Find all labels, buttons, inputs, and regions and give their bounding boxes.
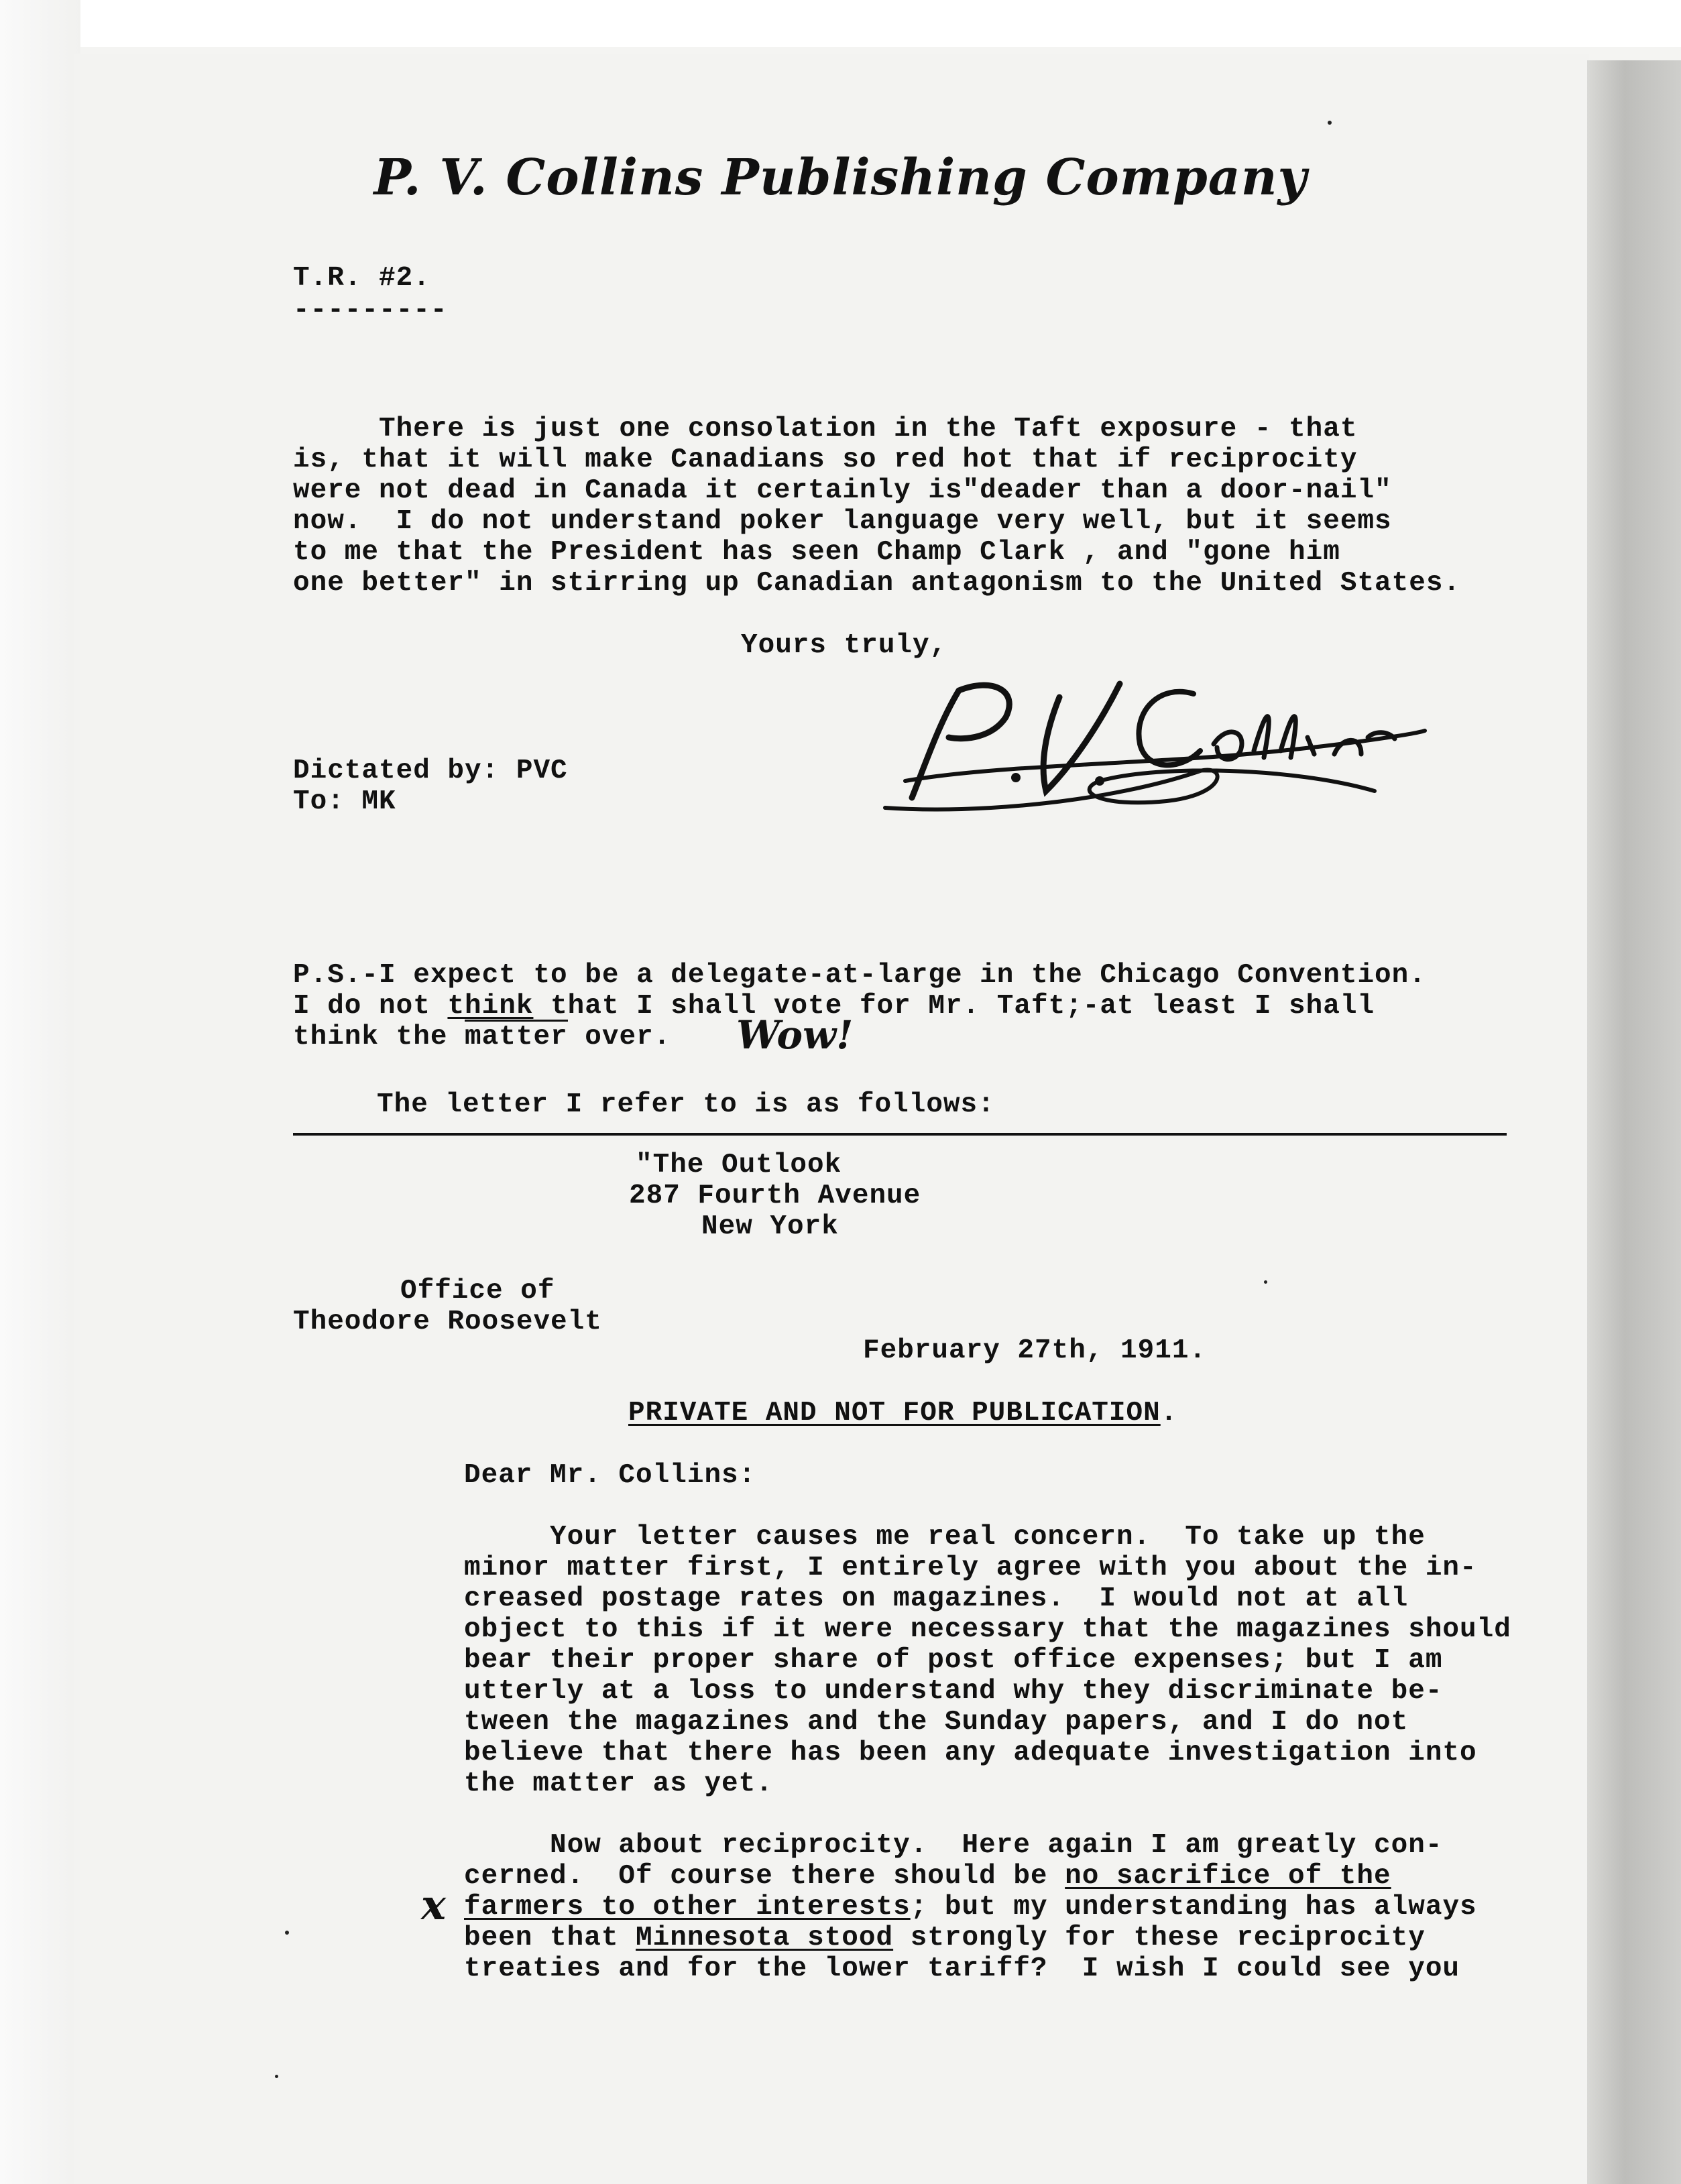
underlined-phrase: no sacrifice of the [1065,1861,1391,1892]
para-line: Now about reciprocity. Here again I am greatly con- [464,1830,1443,1861]
letterhead: P. V. Collins Publishing Company [373,149,1308,206]
handwritten-annotation: Wow! [736,1012,854,1058]
para-line: Your letter causes me real concern. To take up the [464,1522,1426,1553]
scan-speck [275,2075,278,2078]
ps-text: over. [567,1022,671,1052]
quote-intro: The letter I refer to is as follows: [377,1089,995,1120]
heading-text: . [1160,1398,1178,1429]
para-line: tween the magazines and the Sunday papers, and I do not [464,1707,1409,1738]
underlined-phrase: farmers to other interests [464,1892,911,1923]
scan-border-top [0,0,1681,47]
salutation: Dear Mr. Collins: [464,1460,756,1491]
para-line: the matter as yet. [464,1768,773,1799]
scan-speck [1328,121,1332,125]
scan-border-right [1587,60,1681,2184]
closing: Yours truly, [741,630,947,661]
dictated-to: To: MK [293,786,396,817]
reference-number: T.R. #2. [293,263,430,294]
private-heading [628,1398,1177,1429]
reference-rule: --------- [293,295,448,326]
scan-speck [1264,1280,1267,1284]
para-line: believe that there has been any adequate investigation into [464,1738,1477,1768]
margin-check-mark: x [421,1880,446,1929]
para-line [464,1923,1426,1953]
para-line: creased postage rates on magazines. I would not at all [464,1583,1409,1614]
underlined-phrase: Minnesota stood [636,1923,894,1953]
para-text: ; but my understanding has always [910,1892,1477,1923]
body-line: now. I do not understand poker language very well, but it seems [293,506,1392,537]
body-line: were not dead in Canada it certainly is"deader than a door-nail" [293,475,1392,506]
ps-underlined-word: think [447,991,534,1022]
ps-overlined-word: matter [465,1020,568,1052]
dictated-by: Dictated by: PVC [293,755,568,786]
body-line: one better" in stirring up Canadian antagonism to the United States. [293,568,1461,599]
para-text: strongly for these reciprocity [893,1923,1426,1953]
ps-text: I do not [293,991,448,1022]
ps-text: that I shall vote for Mr. Taft;-at least I shall [533,991,1375,1022]
para-text: been that [464,1923,636,1953]
para-line [464,1861,1391,1892]
address-line: 287 Fourth Avenue [629,1180,921,1211]
scan-border-left [0,0,80,2184]
para-line: utterly at a loss to understand why they discriminate be- [464,1676,1443,1707]
body-line: is, that it will make Canadians so red hot that if reciprocity [293,444,1358,475]
divider-line [293,1133,1507,1136]
body-line: There is just one consolation in the Taft exposure - that [293,414,1358,444]
signature [878,664,1435,825]
ps-line: P.S.-I expect to be a delegate-at-large in the Chicago Convention. [293,960,1426,991]
body-line: to me that the President has seen Champ Clark , and "gone him [293,537,1340,568]
scan-speck [285,1931,289,1935]
para-line: bear their proper share of post office expenses; but I am [464,1645,1443,1676]
letter-date: February 27th, 1911. [863,1335,1207,1366]
ps-text: think the [293,1022,465,1052]
office-line: Office of [400,1276,555,1307]
ps-line [293,1022,671,1052]
para-line [464,1892,1477,1923]
para-line: minor matter first, I entirely agree with you about the in- [464,1553,1477,1583]
heading-text: PRIVATE AND NOT FOR PUBLICATION [628,1398,1161,1429]
para-line: treaties and for the lower tariff? I wish I could see you [464,1953,1460,1984]
office-line: Theodore Roosevelt [293,1307,602,1337]
address-line: "The Outlook [636,1150,842,1180]
para-line: object to this if it were necessary that the magazines should [464,1614,1511,1645]
address-line: New York [701,1211,839,1242]
para-text: cerned. Of course there should be [464,1861,1065,1892]
